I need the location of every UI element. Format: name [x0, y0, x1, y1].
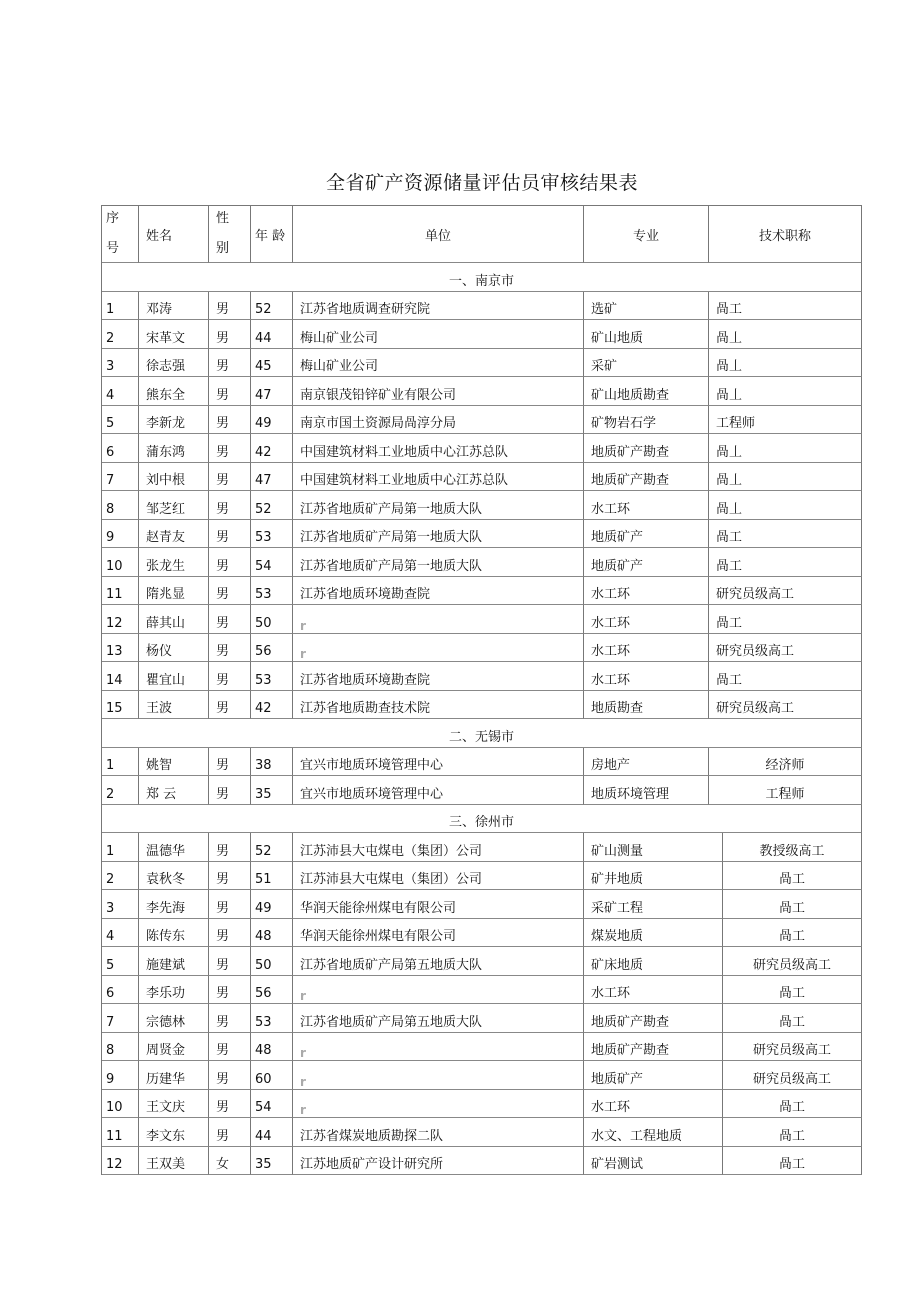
row-major: 地质矿产勘查	[584, 1033, 723, 1062]
row-name: 杨仪	[139, 634, 209, 663]
row-unit: 江苏省地质勘查技术院	[293, 691, 584, 720]
row-age: 42	[251, 434, 293, 463]
row-no: 8	[102, 1033, 139, 1062]
row-gender: 男	[209, 1004, 251, 1033]
row-no: 11	[102, 1118, 139, 1147]
table-row	[102, 947, 862, 976]
row-no: 1	[102, 833, 139, 862]
row-title: 研究员级高工	[723, 1033, 862, 1062]
row-age: 60	[251, 1061, 293, 1090]
row-age: 54	[251, 1090, 293, 1119]
table-row	[102, 520, 862, 549]
row-title: 咼工	[723, 1004, 862, 1033]
row-age: 38	[251, 748, 293, 777]
row-unit: 江苏省地质矿产局第五地质大队	[293, 947, 584, 976]
row-unit: 南京市国土资源局咼淳分局	[293, 406, 584, 435]
table-row	[102, 776, 862, 805]
row-name: 袁秋冬	[139, 862, 209, 891]
row-no: 6	[102, 434, 139, 463]
row-major: 水工环	[584, 605, 709, 634]
row-name: 李乐功	[139, 976, 209, 1005]
row-name: 王波	[139, 691, 209, 720]
row-unit	[293, 634, 584, 663]
row-unit: 江苏地质矿产设计研究所	[293, 1147, 584, 1176]
row-no: 7	[102, 1004, 139, 1033]
broken-image-icon: r	[300, 989, 306, 1003]
row-no: 15	[102, 691, 139, 720]
row-gender: 男	[209, 776, 251, 805]
row-major: 地质矿产勘查	[584, 434, 709, 463]
row-name: 熊东全	[139, 377, 209, 406]
table-row	[102, 1090, 862, 1119]
row-title: 咼工	[723, 919, 862, 948]
table-row	[102, 548, 862, 577]
row-gender: 男	[209, 320, 251, 349]
row-age: 53	[251, 662, 293, 691]
row-no: 6	[102, 976, 139, 1005]
row-age: 53	[251, 1004, 293, 1033]
row-major: 采矿	[584, 349, 709, 378]
row-age: 49	[251, 406, 293, 435]
row-age: 56	[251, 634, 293, 663]
broken-image-icon: r	[300, 618, 306, 633]
row-major: 矿井地质	[584, 862, 723, 891]
header-name: 姓名	[139, 206, 209, 263]
row-name: 徐志强	[139, 349, 209, 378]
row-title: 工程师	[709, 406, 862, 435]
row-name: 郑 云	[139, 776, 209, 805]
table-row	[102, 434, 862, 463]
row-major: 煤炭地质	[584, 919, 723, 948]
row-no: 2	[102, 776, 139, 805]
row-unit: 江苏省地质调查研究院	[293, 292, 584, 321]
row-age: 47	[251, 377, 293, 406]
table-row	[102, 292, 862, 321]
row-title: 研究员级高工	[709, 634, 862, 663]
row-major: 地质矿产	[584, 520, 709, 549]
row-no: 8	[102, 491, 139, 520]
row-title: 咼丄	[709, 349, 862, 378]
row-title: 研究员级高工	[723, 1061, 862, 1090]
row-no: 7	[102, 463, 139, 492]
row-major: 矿山地质	[584, 320, 709, 349]
header-gender-1: 性	[216, 211, 230, 226]
row-major: 地质矿产	[584, 548, 709, 577]
row-major: 水工环	[584, 577, 709, 606]
row-no: 2	[102, 320, 139, 349]
row-unit: 江苏省地质矿产局第一地质大队	[293, 491, 584, 520]
row-unit: 华润天能徐州煤电有限公司	[293, 890, 584, 919]
row-name: 蒲东鸿	[139, 434, 209, 463]
row-age: 48	[251, 919, 293, 948]
row-age: 44	[251, 320, 293, 349]
row-gender: 男	[209, 434, 251, 463]
row-title: 咼工	[723, 890, 862, 919]
row-name: 宋革文	[139, 320, 209, 349]
row-major: 矿物岩石学	[584, 406, 709, 435]
table-row	[102, 349, 862, 378]
row-unit: 江苏沛县大屯煤电（集团）公司	[293, 833, 584, 862]
row-age: 52	[251, 833, 293, 862]
row-title: 研究员级高工	[709, 691, 862, 720]
row-major: 水文、工程地质	[584, 1118, 723, 1147]
row-name: 陈传东	[139, 919, 209, 948]
row-name: 李先海	[139, 890, 209, 919]
row-gender: 男	[209, 491, 251, 520]
section-header: 三、徐州市	[102, 805, 862, 834]
row-gender: 男	[209, 662, 251, 691]
table-row	[102, 1061, 862, 1090]
broken-image-icon: r	[300, 1103, 306, 1117]
row-major: 水工环	[584, 976, 723, 1005]
row-unit: 江苏省地质矿产局第五地质大队	[293, 1004, 584, 1033]
row-title: 咼丄	[709, 377, 862, 406]
row-age: 45	[251, 349, 293, 378]
header-unit: 单位	[293, 206, 584, 263]
row-major: 矿岩测试	[584, 1147, 723, 1176]
row-name: 周贤金	[139, 1033, 209, 1062]
row-no: 12	[102, 1147, 139, 1176]
row-name: 姚智	[139, 748, 209, 777]
row-unit: 宜兴市地质环境管理中心	[293, 776, 584, 805]
row-age: 35	[251, 776, 293, 805]
table-row	[102, 748, 862, 777]
page-title: 全省矿产资源储量评估员审核结果表	[325, 172, 638, 194]
row-major: 水工环	[584, 662, 709, 691]
row-title: 工程师	[709, 776, 862, 805]
row-age: 47	[251, 463, 293, 492]
row-gender: 男	[209, 833, 251, 862]
row-name: 刘中根	[139, 463, 209, 492]
table-row	[102, 662, 862, 691]
row-no: 10	[102, 1090, 139, 1119]
header-no	[102, 206, 139, 263]
table-row	[102, 577, 862, 606]
row-major: 房地产	[584, 748, 709, 777]
row-unit: 梅山矿业公司	[293, 349, 584, 378]
row-major: 选矿	[584, 292, 709, 321]
row-no: 2	[102, 862, 139, 891]
table-row	[102, 976, 862, 1005]
table-row	[102, 463, 862, 492]
row-gender: 男	[209, 862, 251, 891]
header-gender	[209, 206, 251, 263]
row-unit: 梅山矿业公司	[293, 320, 584, 349]
row-name: 李文东	[139, 1118, 209, 1147]
table-row	[102, 1004, 862, 1033]
row-age: 52	[251, 491, 293, 520]
table-header	[102, 206, 862, 263]
row-no: 5	[102, 947, 139, 976]
row-title: 咼工	[723, 1147, 862, 1176]
row-name: 历建华	[139, 1061, 209, 1090]
header-title: 技术职称	[709, 206, 862, 263]
row-gender: 男	[209, 605, 251, 634]
table-row	[102, 1033, 862, 1062]
row-major: 地质矿产勘查	[584, 463, 709, 492]
row-gender: 男	[209, 748, 251, 777]
row-age: 42	[251, 691, 293, 720]
row-no: 3	[102, 890, 139, 919]
row-gender: 男	[209, 1118, 251, 1147]
row-name: 隋兆显	[139, 577, 209, 606]
row-name: 张龙生	[139, 548, 209, 577]
row-no: 14	[102, 662, 139, 691]
row-gender: 男	[209, 1061, 251, 1090]
row-gender: 男	[209, 1090, 251, 1119]
table-row	[102, 377, 862, 406]
results-table	[101, 205, 862, 1175]
row-title: 咼工	[723, 1090, 862, 1119]
broken-image-icon: r	[300, 647, 306, 661]
row-major: 地质环境管理	[584, 776, 709, 805]
row-major: 水工环	[584, 1090, 723, 1119]
header-age: 年 龄	[251, 206, 293, 263]
table-row	[102, 691, 862, 720]
row-unit	[293, 605, 584, 634]
table-row	[102, 890, 862, 919]
row-age: 53	[251, 520, 293, 549]
row-no: 11	[102, 577, 139, 606]
row-gender: 男	[209, 520, 251, 549]
table-row	[102, 1118, 862, 1147]
row-name: 施建斌	[139, 947, 209, 976]
row-unit: 中国建筑材料工业地质中心江苏总队	[293, 463, 584, 492]
row-no: 4	[102, 919, 139, 948]
row-age: 35	[251, 1147, 293, 1176]
row-gender: 男	[209, 1033, 251, 1062]
row-name: 李新龙	[139, 406, 209, 435]
row-gender: 男	[209, 634, 251, 663]
row-major: 水工环	[584, 491, 709, 520]
section-header: 一、南京市	[102, 263, 862, 292]
row-name: 邹芝红	[139, 491, 209, 520]
row-gender: 男	[209, 976, 251, 1005]
row-title: 研究员级高工	[709, 577, 862, 606]
row-major: 地质矿产勘查	[584, 1004, 723, 1033]
row-major: 地质勘查	[584, 691, 709, 720]
section-header: 二、无锡市	[102, 719, 862, 748]
row-title: 咼工	[709, 662, 862, 691]
row-title: 咼工	[723, 976, 862, 1005]
table-row	[102, 491, 862, 520]
row-unit	[293, 1033, 584, 1062]
row-title: 咼丄	[709, 463, 862, 492]
row-unit: 华润天能徐州煤电有限公司	[293, 919, 584, 948]
row-gender: 男	[209, 548, 251, 577]
table-row	[102, 634, 862, 663]
row-major: 矿山地质勘查	[584, 377, 709, 406]
row-title: 咼工	[709, 605, 862, 634]
table-row	[102, 862, 862, 891]
row-unit: 江苏省地质环境勘查院	[293, 662, 584, 691]
row-gender: 男	[209, 947, 251, 976]
row-title: 教授级高工	[723, 833, 862, 862]
table-row	[102, 833, 862, 862]
table-row	[102, 605, 862, 634]
row-unit: 江苏省煤炭地质勘探二队	[293, 1118, 584, 1147]
header-major: 专业	[584, 206, 709, 263]
row-gender: 男	[209, 463, 251, 492]
row-gender: 女	[209, 1147, 251, 1176]
row-title: 咼工	[709, 520, 862, 549]
row-no: 9	[102, 1061, 139, 1090]
header-no-2: 号	[106, 241, 120, 256]
row-name: 赵青友	[139, 520, 209, 549]
row-title: 咼工	[709, 548, 862, 577]
row-unit	[293, 976, 584, 1005]
broken-image-icon: r	[300, 1046, 306, 1060]
row-title: 咼工	[723, 862, 862, 891]
row-gender: 男	[209, 919, 251, 948]
row-major: 矿床地质	[584, 947, 723, 976]
row-major: 矿山测量	[584, 833, 723, 862]
row-unit: 宜兴市地质环境管理中心	[293, 748, 584, 777]
row-title: 咼工	[723, 1118, 862, 1147]
row-name: 薛其山	[139, 605, 209, 634]
row-no: 5	[102, 406, 139, 435]
row-name: 邓涛	[139, 292, 209, 321]
row-no: 1	[102, 292, 139, 321]
row-gender: 男	[209, 890, 251, 919]
row-no: 13	[102, 634, 139, 663]
row-title: 经济师	[709, 748, 862, 777]
row-age: 50	[251, 947, 293, 976]
broken-image-icon: r	[300, 1074, 306, 1089]
row-unit: 江苏省地质矿产局第一地质大队	[293, 520, 584, 549]
row-title: 咼工	[709, 292, 862, 321]
row-age: 51	[251, 862, 293, 891]
row-title: 咼丄	[709, 320, 862, 349]
header-gender-2: 别	[216, 241, 230, 256]
row-title: 咼丄	[709, 491, 862, 520]
row-no: 9	[102, 520, 139, 549]
row-age: 48	[251, 1033, 293, 1062]
row-gender: 男	[209, 292, 251, 321]
row-major: 采矿工程	[584, 890, 723, 919]
row-no: 10	[102, 548, 139, 577]
row-no: 3	[102, 349, 139, 378]
row-title: 咼丄	[709, 434, 862, 463]
row-major: 水工环	[584, 634, 709, 663]
row-age: 49	[251, 890, 293, 919]
header-no-1: 序	[106, 211, 120, 226]
row-no: 1	[102, 748, 139, 777]
row-name: 王文庆	[139, 1090, 209, 1119]
row-unit: 江苏省地质矿产局第一地质大队	[293, 548, 584, 577]
row-unit	[293, 1090, 584, 1119]
row-title: 研究员级高工	[723, 947, 862, 976]
row-unit: 江苏省地质环境勘查院	[293, 577, 584, 606]
row-unit	[293, 1061, 584, 1090]
table-row	[102, 1147, 862, 1176]
row-name: 王双美	[139, 1147, 209, 1176]
row-gender: 男	[209, 406, 251, 435]
row-name: 瞿宜山	[139, 662, 209, 691]
row-unit: 南京银茂铅锌矿业有限公司	[293, 377, 584, 406]
row-gender: 男	[209, 691, 251, 720]
row-gender: 男	[209, 349, 251, 378]
table-row	[102, 406, 862, 435]
row-unit: 中国建筑材料工业地质中心江苏总队	[293, 434, 584, 463]
row-unit: 江苏沛县大屯煤电（集团）公司	[293, 862, 584, 891]
row-gender: 男	[209, 377, 251, 406]
row-name: 宗德林	[139, 1004, 209, 1033]
row-no: 12	[102, 605, 139, 634]
row-age: 56	[251, 976, 293, 1005]
row-name: 温德华	[139, 833, 209, 862]
row-major: 地质矿产	[584, 1061, 723, 1090]
row-age: 44	[251, 1118, 293, 1147]
table-row	[102, 320, 862, 349]
row-age: 53	[251, 577, 293, 606]
row-age: 52	[251, 292, 293, 321]
row-gender: 男	[209, 577, 251, 606]
row-age: 50	[251, 605, 293, 634]
row-age: 54	[251, 548, 293, 577]
table-row	[102, 919, 862, 948]
row-no: 4	[102, 377, 139, 406]
